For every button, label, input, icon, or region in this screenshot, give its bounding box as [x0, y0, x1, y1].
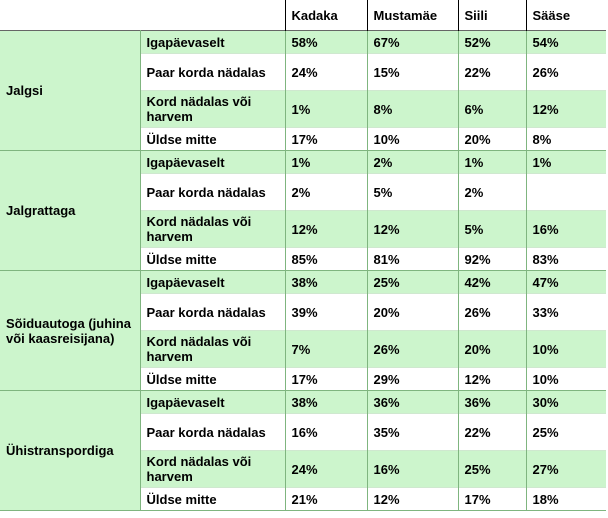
value-cell: 58%	[285, 31, 367, 54]
value-cell: 24%	[285, 54, 367, 91]
value-cell: 83%	[526, 248, 606, 271]
frequency-label: Kord nädalas või harvem	[140, 451, 285, 488]
value-cell: 10%	[526, 368, 606, 391]
group-label: Jalgrattaga	[0, 151, 140, 271]
value-cell: 2%	[458, 174, 526, 211]
value-cell: 2%	[367, 151, 458, 174]
value-cell: 7%	[285, 331, 367, 368]
value-cell: 36%	[458, 391, 526, 414]
value-cell: 12%	[458, 368, 526, 391]
value-cell: 10%	[526, 331, 606, 368]
value-cell: 33%	[526, 294, 606, 331]
group-label: Ühistranspordiga	[0, 391, 140, 511]
value-cell: 18%	[526, 488, 606, 511]
value-cell: 25%	[367, 271, 458, 294]
frequency-label: Paar korda nädalas	[140, 414, 285, 451]
value-cell: 12%	[526, 91, 606, 128]
table-row	[0, 271, 606, 294]
value-cell: 39%	[285, 294, 367, 331]
value-cell: 47%	[526, 271, 606, 294]
value-cell: 25%	[458, 451, 526, 488]
value-cell: 12%	[367, 211, 458, 248]
value-cell: 1%	[526, 151, 606, 174]
value-cell: 27%	[526, 451, 606, 488]
value-cell: 1%	[285, 151, 367, 174]
value-cell: 22%	[458, 414, 526, 451]
value-cell: 16%	[526, 211, 606, 248]
value-cell: 35%	[367, 414, 458, 451]
table-row	[0, 151, 606, 174]
frequency-label: Paar korda nädalas	[140, 174, 285, 211]
value-cell: 38%	[285, 391, 367, 414]
table-row	[0, 31, 606, 54]
value-cell: 21%	[285, 488, 367, 511]
value-cell: 17%	[458, 488, 526, 511]
frequency-label: Paar korda nädalas	[140, 294, 285, 331]
value-cell: 26%	[458, 294, 526, 331]
frequency-label: Igapäevaselt	[140, 151, 285, 174]
value-cell: 1%	[458, 151, 526, 174]
value-cell: 22%	[458, 54, 526, 91]
value-cell: 16%	[285, 414, 367, 451]
frequency-label: Igapäevaselt	[140, 271, 285, 294]
table-body	[0, 31, 606, 511]
frequency-label: Paar korda nädalas	[140, 54, 285, 91]
value-cell: 20%	[367, 294, 458, 331]
value-cell: 10%	[367, 128, 458, 151]
column-header-mustamae: Mustamäe	[367, 0, 458, 31]
value-cell: 5%	[367, 174, 458, 211]
value-cell: 6%	[458, 91, 526, 128]
value-cell: 5%	[458, 211, 526, 248]
value-cell: 24%	[285, 451, 367, 488]
group-label: Sõiduautoga (juhina või kaasreisijana)	[0, 271, 140, 391]
frequency-label: Üldse mitte	[140, 248, 285, 271]
value-cell: 8%	[526, 128, 606, 151]
value-cell: 2%	[285, 174, 367, 211]
value-cell: 16%	[367, 451, 458, 488]
value-cell: 12%	[367, 488, 458, 511]
frequency-label: Igapäevaselt	[140, 31, 285, 54]
column-header-saase: Sääse	[526, 0, 606, 31]
frequency-label: Igapäevaselt	[140, 391, 285, 414]
value-cell: 1%	[285, 91, 367, 128]
value-cell: 85%	[285, 248, 367, 271]
value-cell: 52%	[458, 31, 526, 54]
value-cell: 29%	[367, 368, 458, 391]
column-header-kadaka: Kadaka	[285, 0, 367, 31]
table-row	[0, 391, 606, 414]
value-cell: 17%	[285, 368, 367, 391]
value-cell: 42%	[458, 271, 526, 294]
value-cell: 8%	[367, 91, 458, 128]
frequency-label: Üldse mitte	[140, 128, 285, 151]
frequency-label: Kord nädalas või harvem	[140, 331, 285, 368]
value-cell: 12%	[285, 211, 367, 248]
column-header-siili: Siili	[458, 0, 526, 31]
frequency-label: Üldse mitte	[140, 488, 285, 511]
value-cell: 26%	[526, 54, 606, 91]
value-cell: 17%	[285, 128, 367, 151]
value-cell: 15%	[367, 54, 458, 91]
header-row	[0, 0, 606, 31]
value-cell	[526, 174, 606, 211]
value-cell: 20%	[458, 128, 526, 151]
header-blank-frequency	[140, 0, 285, 31]
value-cell: 26%	[367, 331, 458, 368]
value-cell: 36%	[367, 391, 458, 414]
value-cell: 92%	[458, 248, 526, 271]
value-cell: 25%	[526, 414, 606, 451]
value-cell: 38%	[285, 271, 367, 294]
value-cell: 81%	[367, 248, 458, 271]
value-cell: 54%	[526, 31, 606, 54]
header-blank-group	[0, 0, 140, 31]
frequency-label: Üldse mitte	[140, 368, 285, 391]
value-cell: 30%	[526, 391, 606, 414]
value-cell: 20%	[458, 331, 526, 368]
value-cell: 67%	[367, 31, 458, 54]
group-label: Jalgsi	[0, 31, 140, 151]
frequency-label: Kord nädalas või harvem	[140, 91, 285, 128]
frequency-label: Kord nädalas või harvem	[140, 211, 285, 248]
